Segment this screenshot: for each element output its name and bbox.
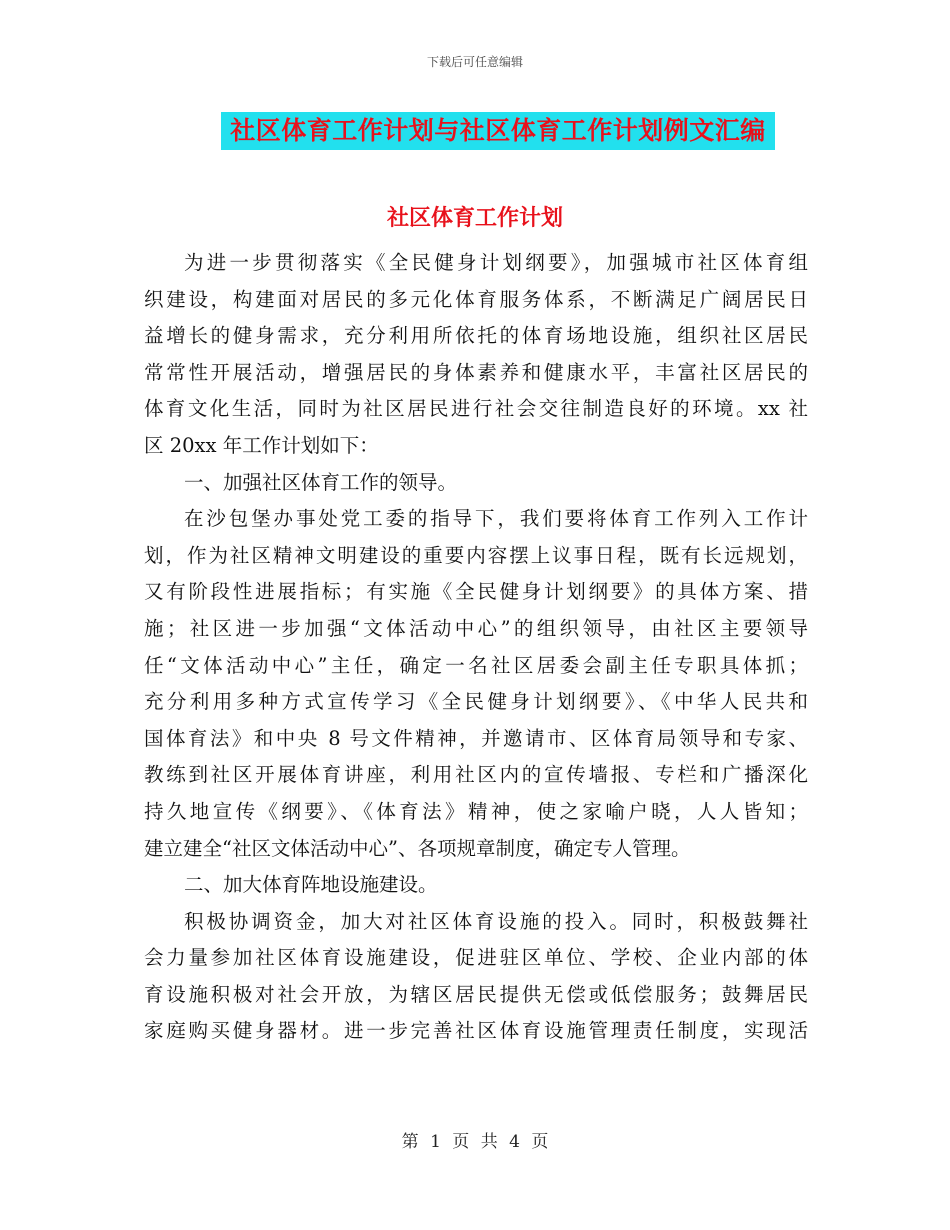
body-text <box>144 245 808 1050</box>
text-line: 益增长的健身需求，充分利用所依托的体育场地设施，组织社区居民 <box>144 324 808 348</box>
page-footer: 第 1 页 共 4 页 <box>401 1132 549 1152</box>
text-line: 教练到社区开展体育讲座，利用社区内的宣传墙报、专栏和广播深化 <box>144 763 808 787</box>
text-line: 体育文化生活，同时为社区居民进行社会交往制造良好的环境。xx 社 <box>144 397 808 421</box>
text-line: 区 20xx 年工作计划如下： <box>144 433 379 457</box>
text-line: 在沙包堡办事处党工委的指导下，我们要将体育工作列入工作计 <box>184 507 808 531</box>
document-title: 社区体育工作计划与社区体育工作计划例文汇编 <box>221 112 775 150</box>
text-line: 一、加强社区体育工作的领导。 <box>184 470 458 494</box>
text-line: 二、加大体育阵地设施建设。 <box>184 873 438 897</box>
text-line: 建立建全“社区文体活动中心”、各项规章制度，确定专人管理。 <box>144 836 691 860</box>
text-line: 国体育法》和中央 8 号文件精神，并邀请市、区体育局领导和专家、 <box>144 726 808 750</box>
text-line: 常常性开展活动，增强居民的身体素养和健康水平，丰富社区居民的 <box>144 360 808 384</box>
text-line: 又有阶段性进展指标；有实施《全民健身计划纲要》的具体方案、措 <box>144 580 808 604</box>
text-line: 任“文体活动中心”主任，确定一名社区居委会副主任专职具体抓； <box>144 653 808 677</box>
section-title: 社区体育工作计划 <box>386 205 563 231</box>
text-line: 划，作为社区精神文明建设的重要内容摆上议事日程，既有长远规划， <box>144 543 808 567</box>
header-note: 下载后可任意编辑 <box>426 55 523 69</box>
text-line: 织建设，构建面对居民的多元化体育服务体系，不断满足广阔居民日 <box>144 287 808 311</box>
text-line: 为进一步贯彻落实《全民健身计划纲要》，加强城市社区体育组 <box>184 251 808 274</box>
text-line: 施；社区进一步加强“文体活动中心”的组织领导，由社区主要领导 <box>144 616 808 640</box>
text-line: 充分利用多种方式宣传学习《全民健身计划纲要》、《中华人民共和 <box>144 690 808 714</box>
text-line: 积极协调资金，加大对社区体育设施的投入。同时，积极鼓舞社 <box>184 909 808 933</box>
text-line: 会力量参加社区体育设施建设，促进驻区单位、学校、企业内部的体 <box>144 946 808 970</box>
text-line: 持久地宣传《纲要》、《体育法》精神，使之家喻户晓，人人皆知； <box>144 799 808 823</box>
text-line: 家庭购买健身器材。进一步完善社区体育设施管理责任制度，实现活 <box>144 1019 808 1043</box>
text-line: 育设施积极对社会开放，为辖区居民提供无偿或低偿服务；鼓舞居民 <box>144 982 808 1006</box>
